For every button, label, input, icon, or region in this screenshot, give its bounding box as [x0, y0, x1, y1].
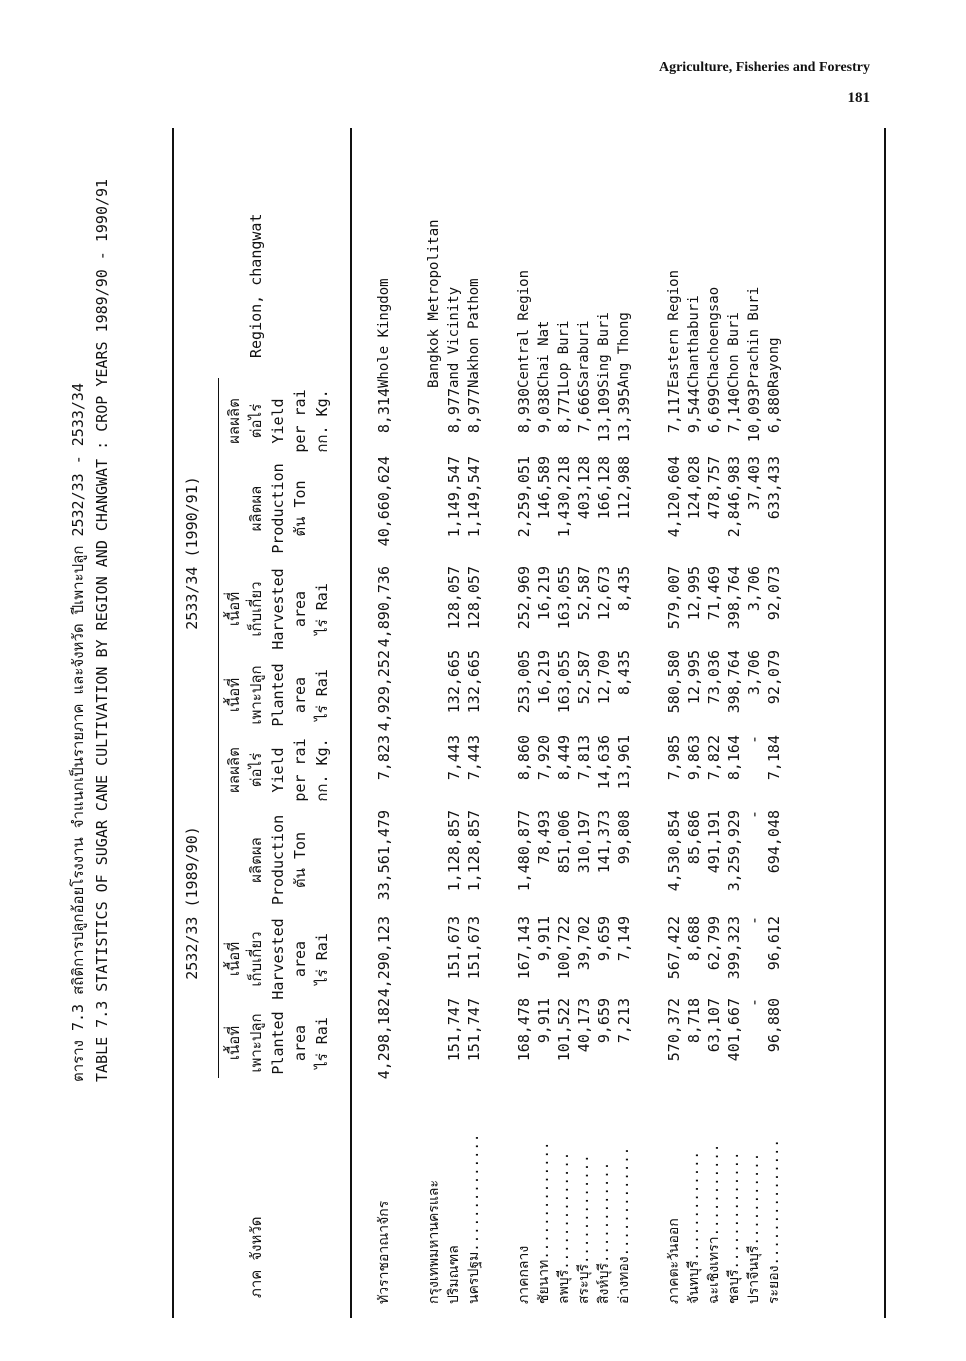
table-cell: 124,028 [685, 456, 703, 520]
table-cell: 101,522 [555, 998, 573, 1062]
table-cell: 8,930 [515, 388, 533, 434]
table-cell: - [745, 810, 763, 820]
column-header-en2: ตัน Ton [291, 831, 309, 889]
row-label-en: Whole Kingdom [376, 278, 392, 388]
table-cell: 132,665 [465, 650, 483, 714]
table-cell: 12,995 [685, 566, 703, 621]
table-cell: 7,920 [535, 735, 553, 781]
row-label-en: Sing Buri [596, 312, 612, 388]
table-cell: 13,395 [615, 388, 633, 443]
table-cell: 78,493 [535, 810, 553, 865]
table-cell: 1,149,547 [465, 456, 483, 538]
page-number: 181 [847, 90, 870, 106]
table-cell: 4,298,182 [375, 998, 393, 1080]
table-cell: 166,128 [595, 456, 613, 520]
row-label-en: Central Region [516, 269, 532, 388]
table-cell: 2,259,051 [515, 456, 533, 538]
table-cell: 398,764 [725, 650, 743, 714]
table-cell: 8,435 [615, 650, 633, 696]
table-cell: 151,673 [445, 916, 463, 980]
table-cell: 8,771 [555, 388, 573, 434]
table-cell: 99,808 [615, 810, 633, 865]
column-header-thai2: เก็บเกี่ยว [247, 581, 265, 637]
table-cell: 40,660,624 [375, 456, 393, 547]
table-cell: 580,580 [665, 650, 683, 714]
column-header-en2: ตัน Ton [291, 480, 309, 537]
table-cell: 73,036 [705, 650, 723, 705]
row-label-thai: ลพบุรี.............. [556, 1151, 572, 1304]
row-label-thai: นครปฐม.............. [466, 1133, 482, 1304]
column-header-en1: Production [269, 463, 287, 554]
row-label-thai: จันทบุรี............. [686, 1151, 702, 1304]
header-bottom-rule [350, 128, 352, 1318]
table-cell: 13,109 [595, 388, 613, 443]
table-cell: 40,173 [575, 998, 593, 1053]
column-header-thai1: ผลผลิต [225, 398, 243, 444]
column-header-thai2: เพาะปลูก [247, 665, 265, 725]
column-header-thai2: เพาะปลูก [247, 1013, 265, 1073]
table-cell: 491,191 [705, 810, 723, 874]
table-cell: 7,985 [665, 735, 683, 781]
column-header-en1: Production [269, 814, 287, 906]
table-cell: 14,636 [595, 735, 613, 790]
column-header-en2: area [291, 676, 309, 714]
rotated-table-page [66, 128, 886, 1318]
table-cell: 12,673 [595, 566, 613, 621]
table-cell: 9,659 [595, 916, 613, 962]
year-header-2: 2533/34 (1990/91) [183, 476, 201, 630]
table-cell: 13,961 [615, 735, 633, 790]
table-cell: 9,659 [595, 998, 613, 1044]
table-cell: 112,988 [615, 456, 633, 520]
table-cell: 4,890,736 [375, 566, 393, 648]
table-cell: 4,290,123 [375, 916, 393, 998]
table-cell: 8,860 [515, 735, 533, 781]
table-cell: 52,587 [575, 650, 593, 705]
table-cell: 151,673 [465, 916, 483, 980]
row-label-thai: กรุงเทพมหานครและ [426, 1180, 442, 1304]
table-cell: 570,372 [665, 998, 683, 1062]
table-cell: 163,055 [555, 566, 573, 630]
table-cell: 7,213 [615, 998, 633, 1044]
table-cell: 851,006 [555, 810, 573, 874]
table-cell: 401,667 [725, 998, 743, 1062]
column-header-thai2: ต่อไร่ [247, 403, 265, 439]
table-cell: 310,197 [575, 810, 593, 874]
table-cell: 39,702 [575, 916, 593, 971]
table-cell: 151,747 [445, 998, 463, 1062]
page-header [659, 60, 870, 107]
column-header-en1: Harvested [269, 918, 287, 1000]
table-cell: 92,073 [765, 566, 783, 621]
table-cell: 9,863 [685, 735, 703, 781]
table-cell: - [745, 735, 763, 745]
column-header-en2: area [291, 590, 309, 628]
row-label-thai: ชลบุรี.............. [726, 1151, 742, 1304]
region-header-thai: ภาค จังหวัด [247, 1216, 265, 1298]
row-label-en: Nakhon Pathom [466, 278, 482, 388]
row-label-thai: ฉะเชิงเทรา........... [706, 1143, 722, 1304]
year1-rule [218, 728, 219, 1078]
table-title-english: TABLE 7.3 STATISTICS OF SUGAR CANE CULTIVATION BY REGION AND CHANGWAT : CROP YEARS 1989/90 - 1990/91 [93, 178, 111, 1082]
table-cell: 7,149 [615, 916, 633, 962]
year2-rule [218, 378, 219, 728]
row-label-en: Chai Nat [536, 320, 552, 388]
table-cell: 253,005 [515, 650, 533, 714]
table-cell: 92,079 [765, 650, 783, 705]
table-cell: 52,587 [575, 566, 593, 621]
column-header-en1: Harvested [269, 568, 287, 650]
table-cell: 398,764 [725, 566, 743, 630]
row-label-en: Rayong [766, 337, 782, 388]
column-header-en1: Yield [269, 747, 287, 793]
column-header-en1: Planted [269, 1011, 287, 1075]
row-label-en: Eastern Region [666, 269, 682, 388]
column-header-unit: กก. Kg. [313, 738, 331, 802]
row-label-thai: สระบุรี............. [576, 1154, 592, 1304]
table-cell: 2,846,983 [725, 456, 743, 538]
table-cell: 7,813 [575, 735, 593, 781]
table-cell: 163,055 [555, 650, 573, 714]
table-cell: 8,435 [615, 566, 633, 612]
column-header-unit: กก. Kg. [313, 389, 331, 453]
column-header-thai2: ผลิตผล [247, 837, 265, 883]
table-cell: 16,219 [535, 566, 553, 621]
table-cell: 96,612 [765, 916, 783, 971]
table-cell: 3,259,929 [725, 810, 743, 892]
table-cell: 694,048 [765, 810, 783, 874]
table-cell: 9,911 [535, 916, 553, 962]
column-header-en2: area [291, 1024, 309, 1062]
table-cell: 567,422 [665, 916, 683, 980]
column-header-en2: per rai [291, 389, 309, 453]
column-header-en1: Yield [269, 398, 287, 444]
row-label-thai: ภาคกลาง [516, 1245, 532, 1304]
column-header-thai1: เนื้อที่ [225, 1025, 243, 1061]
table-cell: 6,880 [765, 388, 783, 434]
table-cell: 12,709 [595, 650, 613, 705]
table-cell: 1,149,547 [445, 456, 463, 538]
table-cell: 37,403 [745, 456, 763, 511]
table-cell: 7,117 [665, 388, 683, 434]
column-header-en1: Planted [269, 663, 287, 727]
row-label-en: Saraburi [576, 320, 592, 388]
column-header-thai2: ผลิตผล [247, 485, 265, 532]
table-cell: 100,722 [555, 916, 573, 980]
table-cell: 579,007 [665, 566, 683, 630]
table-cell: 7,823 [375, 735, 393, 781]
column-header-thai1: เนื้อที่ [225, 941, 243, 977]
table-cell: 71,469 [705, 566, 723, 621]
row-label-en: Lop Buri [556, 320, 572, 388]
table-cell: 4,929,252 [375, 650, 393, 732]
table-cell: 132,665 [445, 650, 463, 714]
table-cell: 7,140 [725, 388, 743, 434]
table-cell: 9,544 [685, 388, 703, 434]
row-label-en: and Vicinity [446, 286, 462, 388]
table-cell: 9,038 [535, 388, 553, 434]
row-label-en: Bangkok Metropolitan [426, 219, 442, 388]
table-top-rule [172, 128, 174, 1318]
table-cell: 63,107 [705, 998, 723, 1053]
row-label-thai: ภาคตะวันออก [666, 1218, 682, 1304]
column-header-thai1: เนื้อที่ [225, 677, 243, 713]
region-header-en: Region, changwat [247, 213, 265, 358]
column-header-en2: area [291, 940, 309, 978]
table-cell: 146,589 [535, 456, 553, 520]
section-title: Agriculture, Fisheries and Forestry [658, 60, 870, 75]
row-label-thai: ปราจีนบุรี........... [746, 1152, 762, 1304]
column-header-thai1: ผลผลิต [225, 747, 243, 793]
table-cell: 8,977 [445, 388, 463, 434]
table-bottom-rule [884, 128, 886, 1318]
table-cell: 1,430,218 [555, 456, 573, 538]
table-cell: 4,530,854 [665, 810, 683, 892]
table-cell: 128,057 [445, 566, 463, 630]
table-cell: 3,706 [745, 566, 763, 612]
table-cell: 3,706 [745, 650, 763, 696]
table-cell: 7,666 [575, 388, 593, 434]
row-label-thai: อ่างทอง............. [616, 1146, 632, 1304]
table-cell: 7,443 [465, 735, 483, 781]
table-title [66, 128, 114, 1318]
table-cell: - [745, 916, 763, 926]
row-label-en: Chachoengsao [706, 286, 722, 388]
table-cell: 151,747 [465, 998, 483, 1062]
table-cell: 633,433 [765, 456, 783, 520]
table-cell: 403,128 [575, 456, 593, 520]
table-cell: 9,911 [535, 998, 553, 1044]
table-cell: 8,314 [375, 388, 393, 434]
column-header-en2: per rai [291, 738, 309, 802]
table-cell: 1,480,877 [515, 810, 533, 892]
table-cell: 16,219 [535, 650, 553, 705]
row-label-thai: ปริมณฑล [446, 1245, 462, 1304]
table-cell: 168,478 [515, 998, 533, 1062]
table-cell: 141,373 [595, 810, 613, 874]
table-cell: 7,443 [445, 735, 463, 781]
table-cell: 33,561,479 [375, 810, 393, 901]
row-label-en: Prachin Buri [746, 286, 762, 388]
table-cell: 8,718 [685, 998, 703, 1044]
table-cell: 10,093 [745, 388, 763, 443]
table-cell: 85,686 [685, 810, 703, 865]
table-cell: 7,822 [705, 735, 723, 781]
table-cell: 128,057 [465, 566, 483, 630]
table-cell: 1,128,857 [445, 810, 463, 892]
table-cell: 6,699 [705, 388, 723, 434]
table-cell: 399,323 [725, 916, 743, 980]
table-cell: 1,128,857 [465, 810, 483, 892]
row-label-en: Chon Buri [726, 312, 742, 388]
table-cell: 8,164 [725, 735, 743, 781]
column-header-unit: ไร่ Rai [313, 1017, 331, 1069]
table-cell: 7,184 [765, 735, 783, 781]
row-label-thai: ทั่วราชอาณาจักร [376, 1200, 392, 1304]
table-cell: 12,995 [685, 650, 703, 705]
table-title-thai: ตาราง 7.3 สถิติการปลูกอ้อยโรงงาน จำแนกเป็นรายภาค และจังหวัด ปีเพาะปลูก 2532/33 - 2533/34 [69, 383, 87, 1082]
row-label-en: Ang Thong [616, 312, 632, 388]
table-cell: 96,880 [765, 998, 783, 1053]
row-label-thai: ระยอง............... [766, 1139, 782, 1304]
row-label-thai: สิงห์บุรี............ [596, 1161, 612, 1304]
table-cell: 4,120,604 [665, 456, 683, 538]
table-cell: - [745, 998, 763, 1008]
year-header-1: 2532/33 (1989/90) [183, 826, 201, 980]
column-header-thai1: เนื้อที่ [225, 591, 243, 627]
table-cell: 8,688 [685, 916, 703, 962]
table-cell: 8,449 [555, 735, 573, 781]
table-cell: 252,969 [515, 566, 533, 630]
row-label-en: Chanthaburi [686, 295, 702, 388]
row-label-thai: ชัยนาท.............. [536, 1141, 552, 1304]
table-cell: 62,799 [705, 916, 723, 971]
column-header-thai2: ต่อไร่ [247, 752, 265, 788]
table-cell: 167,143 [515, 916, 533, 980]
column-header-unit: ไร่ Rai [313, 583, 331, 635]
column-header-unit: ไร่ Rai [313, 669, 331, 721]
column-header-unit: ไร่ Rai [313, 933, 331, 985]
table-cell: 8,977 [465, 388, 483, 434]
column-header-thai2: เก็บเกี่ยว [247, 931, 265, 987]
table-cell: 478,757 [705, 456, 723, 520]
